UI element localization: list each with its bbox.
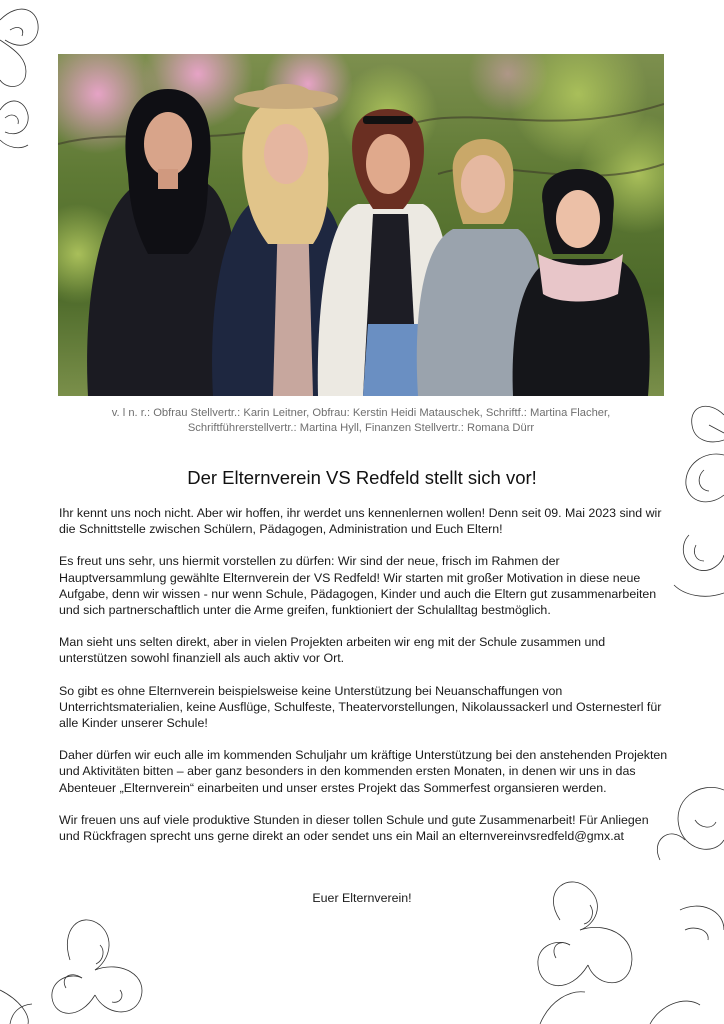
- caption-line-1: v. l n. r.: Obfrau Stellvertr.: Karin Leitner, Obfrau: Kerstin Heidi Matauschek, Schriftf.: Martina Flacher,: [111, 407, 611, 419]
- paragraph-6: Wir freuen uns auf viele produktive Stunden in dieser tollen Schule und gute Zusammenarbeit! Für Anliegen und Rückfragen sprecht uns gerne direkt an oder sendet uns ein Mail an elternvereinvsredfeld@gmx.at: [59, 812, 649, 844]
- paragraph-1: Ihr kennt uns noch nicht. Aber wir hoffen, ihr werdet uns kennenlernen wollen! Denn seit 09. Mai 2023 sind wir die Schnittstelle zwischen Schülern, Pädagogen, Administration und Euch Eltern!: [59, 506, 662, 537]
- paragraph-4: So gibt es ohne Elternverein beispielsweise keine Unterstützung bei Neuanschaffungen von Unterrichtsmaterialien, keine Ausflüge, Schulfeste, Theatervorstellungen, Nikolaussackerl und Osternesterl für alle Kinder unserer Schule!: [59, 683, 662, 731]
- paragraph-2: Es freut uns sehr, uns hiermit vorstellen zu dürfen: Wir sind der neue, frisch im Rahmen der Hauptversammlung gewählte Elternverein der VS Redfeld! Wir starten mit großer Motivation in diese neue Aufgabe, denn wir wissen - nur wenn Schule, Pädagogen, Kinder und auch die Eltern gut zusammenarbeiten und sich partnerschaftlich unter die Arme greifen, funktioniert der Schulalltag bestmöglich.: [59, 554, 657, 618]
- flower-decoration-right-icon: [664, 395, 724, 605]
- paragraph-3: Man sieht uns selten direkt, aber in vielen Projekten arbeiten wir eng mit der Schule zusammen und unterstützen sowohl finanziell als auch aktiv vor Ort.: [59, 635, 606, 666]
- photo-caption: [58, 406, 664, 436]
- article-body: [59, 505, 669, 860]
- page-title: Der Elternverein VS Redfeld stellt sich vor!: [187, 467, 537, 488]
- signoff: Euer Elternverein!: [312, 891, 412, 905]
- paragraph-5: Daher dürfen wir euch alle im kommenden Schuljahr um kräftige Unterstützung bei den anstehenden Projekten und Aktivitäten bitten – aber ganz besonders in den kommenden ersten Monaten, in denen wir uns in das Abenteuer „Elternverein“ einarbeiten und unser erstes Projekt das Sommerfest organsieren werden.: [59, 748, 668, 795]
- group-photo: [58, 54, 664, 396]
- caption-line-2: Schriftführerstellvertr.: Martina Hyll, Finanzen Stellvertr.: Romana Dürr: [187, 422, 535, 434]
- flower-decoration-top-left-icon: [0, 0, 60, 160]
- flower-decoration-bottom-left-icon: [0, 900, 180, 1024]
